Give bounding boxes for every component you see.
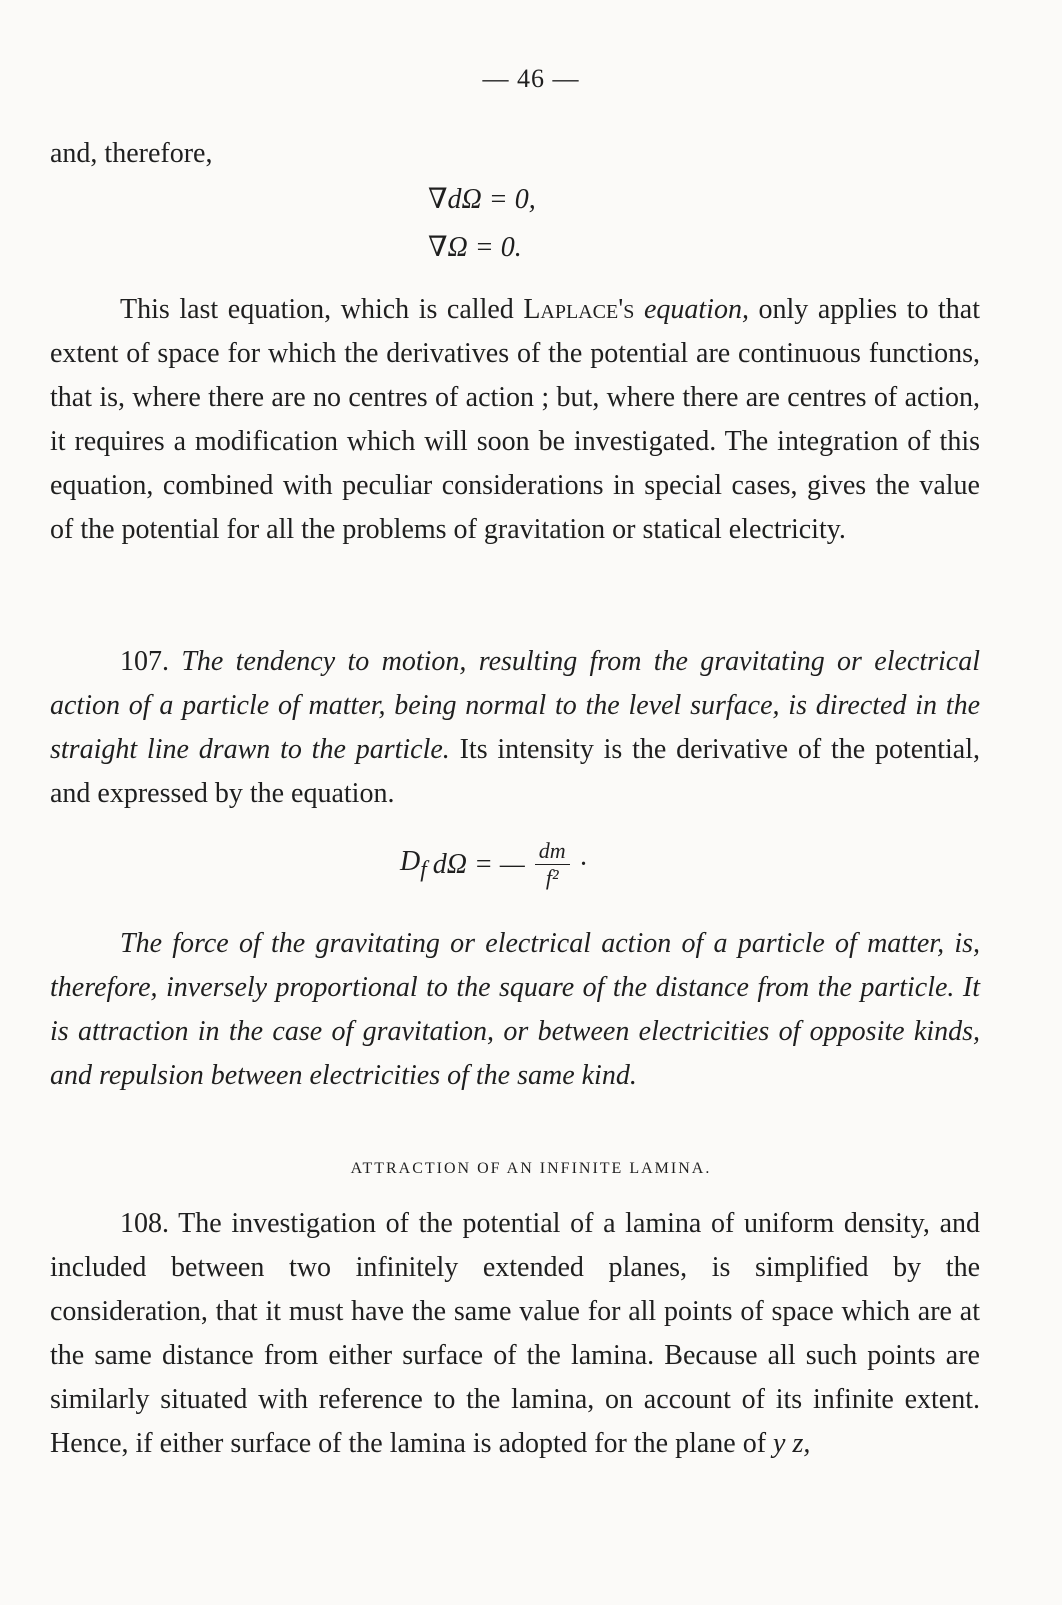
paragraph-108 — [50, 1202, 980, 1466]
paragraph-107-italic: The tendency to motion, resulting from the gravitating or electrical action of a particle of matter, being normal to the level surface, is directed in the straight line drawn to the particle. — [50, 646, 981, 765]
equation-3-fraction — [535, 838, 570, 891]
intro-line: and, therefore, — [50, 138, 213, 169]
page-number: — 46 — — [482, 64, 580, 93]
fraction-denominator: f² — [545, 865, 559, 890]
section-number-108: 108. — [120, 1208, 169, 1239]
section-number-107: 107. — [120, 646, 169, 677]
equation-2: ∇Ω = 0. — [428, 232, 522, 263]
paragraph-107-rest: Its intensity is the derivative of the potential, and expressed by the equation. — [50, 734, 981, 809]
paragraph-107 — [50, 640, 980, 816]
equation-3 — [400, 838, 587, 891]
paragraph-force — [50, 922, 980, 1098]
section-heading: ATTRACTION OF AN INFINITE LAMINA. — [350, 1160, 712, 1177]
equation-1: ∇dΩ = 0, — [428, 184, 536, 215]
paragraph-force-text: The force of the gravitating or electrical action of a particle of matter, is, therefore, inversely proportional to the square of the distance from the particle. It is attraction in the case of gravitation, or between electricities of opposite kinds, and repulsion between electricities of the same kind. — [50, 928, 980, 1091]
equation-3-subscript: f — [420, 856, 427, 883]
plane-yz: y z, — [773, 1428, 811, 1459]
equation-3-middle: dΩ = — — [432, 848, 525, 880]
laplace-equation-term: equation, — [643, 294, 749, 325]
equation-3-end: · — [579, 848, 587, 880]
paragraph-108-text: The investigation of the potential of a lamina of uniform density, and included between two infinitely extended planes, is simplified by the consideration, that it must have the same value for all points of space which are at the same distance from either surface of the lamina. Because all such points are similarly situated with reference to the lamina, on account of its infinite extent. Hence, if either surface of the lamina is adopted for the plane of — [50, 1208, 980, 1459]
paragraph-laplace-space — [634, 294, 644, 325]
paragraph-laplace-start: This last equation, which is called — [120, 294, 524, 325]
laplace-name: Laplace's — [523, 294, 635, 325]
fraction-numerator: dm — [535, 838, 570, 865]
paragraph-laplace — [50, 288, 980, 552]
paragraph-laplace-rest: only applies to that extent of space for which the derivatives of the potential are continuous functions, that is, where there are no centres of action ; but, where there are centres of action, it requires a modification which will soon be investigated. The integration of this equation, combined with peculiar considerations in special cases, gives the value of the potential for all the problems of gravitation or statical electricity. — [50, 294, 981, 545]
equation-3-left: $D_f$ — [400, 845, 427, 883]
